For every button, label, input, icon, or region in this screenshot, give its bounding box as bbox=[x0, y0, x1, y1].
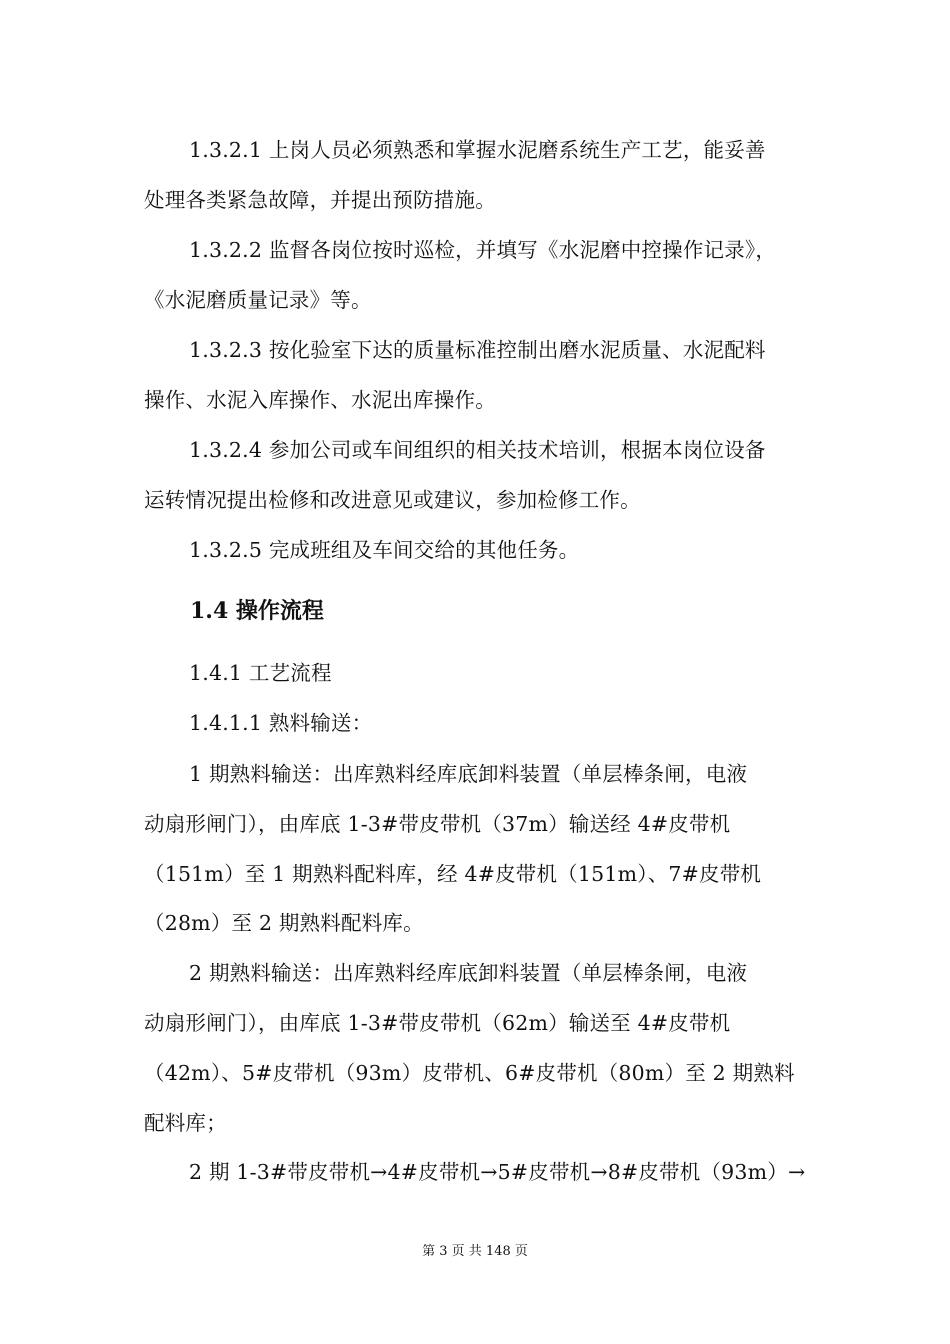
paragraph-7-line-3: （42m）、5#皮带机（93m）皮带机、6#皮带机（80m）至 2 期熟料 bbox=[144, 1061, 795, 1085]
paragraph-7-line-4: 配料库； bbox=[144, 1111, 227, 1135]
paragraph-6-line-2: 动扇形闸门），由库底 1-3#带皮带机（37m）输送经 4#皮带机 bbox=[144, 812, 731, 836]
paragraph-6-line-1: 1 期熟料输送：出库熟料经库底卸料装置（单层棒条闸，电液 bbox=[189, 762, 748, 786]
paragraph-2-line-1: 1.3.2.2 监督各岗位按时巡检，并填写《水泥磨中控操作记录》， bbox=[189, 238, 777, 262]
paragraph-4-line-2: 运转情况提出检修和改进意见或建议，参加检修工作。 bbox=[144, 488, 641, 512]
paragraph-3-line-2: 操作、水泥入库操作、水泥出库操作。 bbox=[144, 388, 496, 412]
paragraph-5-line-1: 1.3.2.5 完成班组及车间交给的其他任务。 bbox=[189, 538, 580, 562]
paragraph-4-line-1: 1.3.2.4 参加公司或车间组织的相关技术培训，根据本岗位设备 bbox=[189, 438, 766, 462]
subsubsection-heading: 1.4.1.1 熟料输送： bbox=[189, 711, 373, 735]
paragraph-7-line-2: 动扇形闸门），由库底 1-3#带皮带机（62m）输送至 4#皮带机 bbox=[144, 1011, 731, 1035]
paragraph-6-line-4: （28m）至 2 期熟料配料库。 bbox=[144, 911, 424, 935]
paragraph-8-line-1: 2 期 1-3#带皮带机→4#皮带机→5#皮带机→8#皮带机（93m）→ bbox=[189, 1160, 806, 1184]
paragraph-3-line-1: 1.3.2.3 按化验室下达的质量标准控制出磨水泥质量、水泥配料 bbox=[189, 338, 766, 362]
paragraph-1-line-1: 1.3.2.1 上岗人员必须熟悉和掌握水泥磨系统生产工艺，能妥善 bbox=[189, 138, 766, 162]
subsection-heading: 1.4.1 工艺流程 bbox=[189, 661, 332, 685]
paragraph-1-line-2: 处理各类紧急故障，并提出预防措施。 bbox=[144, 188, 496, 212]
paragraph-6-line-3: （151m）至 1 期熟料配料库，经 4#皮带机（151m）、7#皮带机 bbox=[144, 862, 762, 886]
page-footer: 第 3 页 共 148 页 bbox=[422, 1244, 528, 1259]
section-heading: 1.4 操作流程 bbox=[190, 598, 324, 624]
paragraph-2-line-2: 《水泥磨质量记录》等。 bbox=[144, 288, 372, 312]
paragraph-7-line-1: 2 期熟料输送：出库熟料经库底卸料装置（单层棒条闸，电液 bbox=[189, 961, 748, 985]
